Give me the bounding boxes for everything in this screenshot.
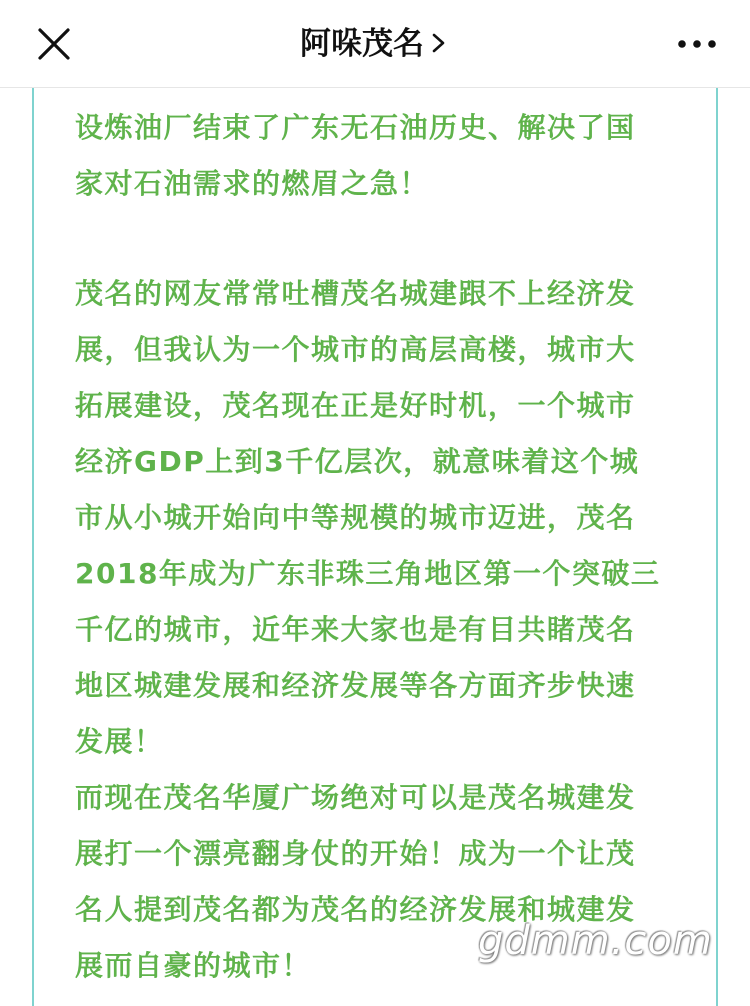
paragraph-line: 茂名的网友常常吐槽茂名城建跟不上经济发	[75, 277, 636, 310]
paragraph-line: 市从小城开始向中等规模的城市迈进，茂名	[75, 501, 636, 534]
more-icon	[674, 24, 720, 64]
paragraph-line: 2018年成为广东非珠三角地区第一个突破三	[75, 557, 661, 590]
paragraph-line: 名人提到茂名都为茂名的经济发展和城建发	[75, 893, 636, 926]
paragraph-line: 展，但我认为一个城市的高层高楼，城市大	[75, 333, 636, 366]
paragraph-line: 千亿的城市，近年来大家也是有目共睹茂名	[75, 613, 636, 646]
account-title-label: 阿哚茂名	[300, 26, 424, 62]
paragraph-line: 展而自豪的城市！	[75, 949, 312, 982]
paragraph-line: 经济GDP上到3千亿层次，就意味着这个城	[75, 445, 640, 478]
article-paragraph	[75, 100, 675, 212]
site-watermark: gdmm.com	[478, 918, 713, 964]
paragraph-line: 而现在茂名华厦广场绝对可以是茂名城建发	[75, 781, 636, 814]
article-paragraph	[75, 266, 675, 770]
paragraph-line: 家对石油需求的燃眉之急！	[75, 167, 430, 200]
paragraph-line: 设炼油厂结束了广东无石油历史、解决了国	[75, 111, 636, 144]
paragraph-line: 发展！	[75, 725, 164, 758]
article-content-frame	[32, 88, 718, 1006]
paragraph-line: 展打一个漂亮翻身仗的开始！成为一个让茂	[75, 837, 636, 870]
account-title[interactable]	[0, 24, 750, 64]
top-navigation-bar	[0, 0, 750, 88]
paragraph-line: 拓展建设，茂名现在正是好时机，一个城市	[75, 389, 636, 422]
more-options-button[interactable]	[674, 24, 720, 64]
paragraph-line: 地区城建发展和经济发展等各方面齐步快速	[75, 669, 636, 702]
chevron-right-icon	[428, 29, 450, 57]
